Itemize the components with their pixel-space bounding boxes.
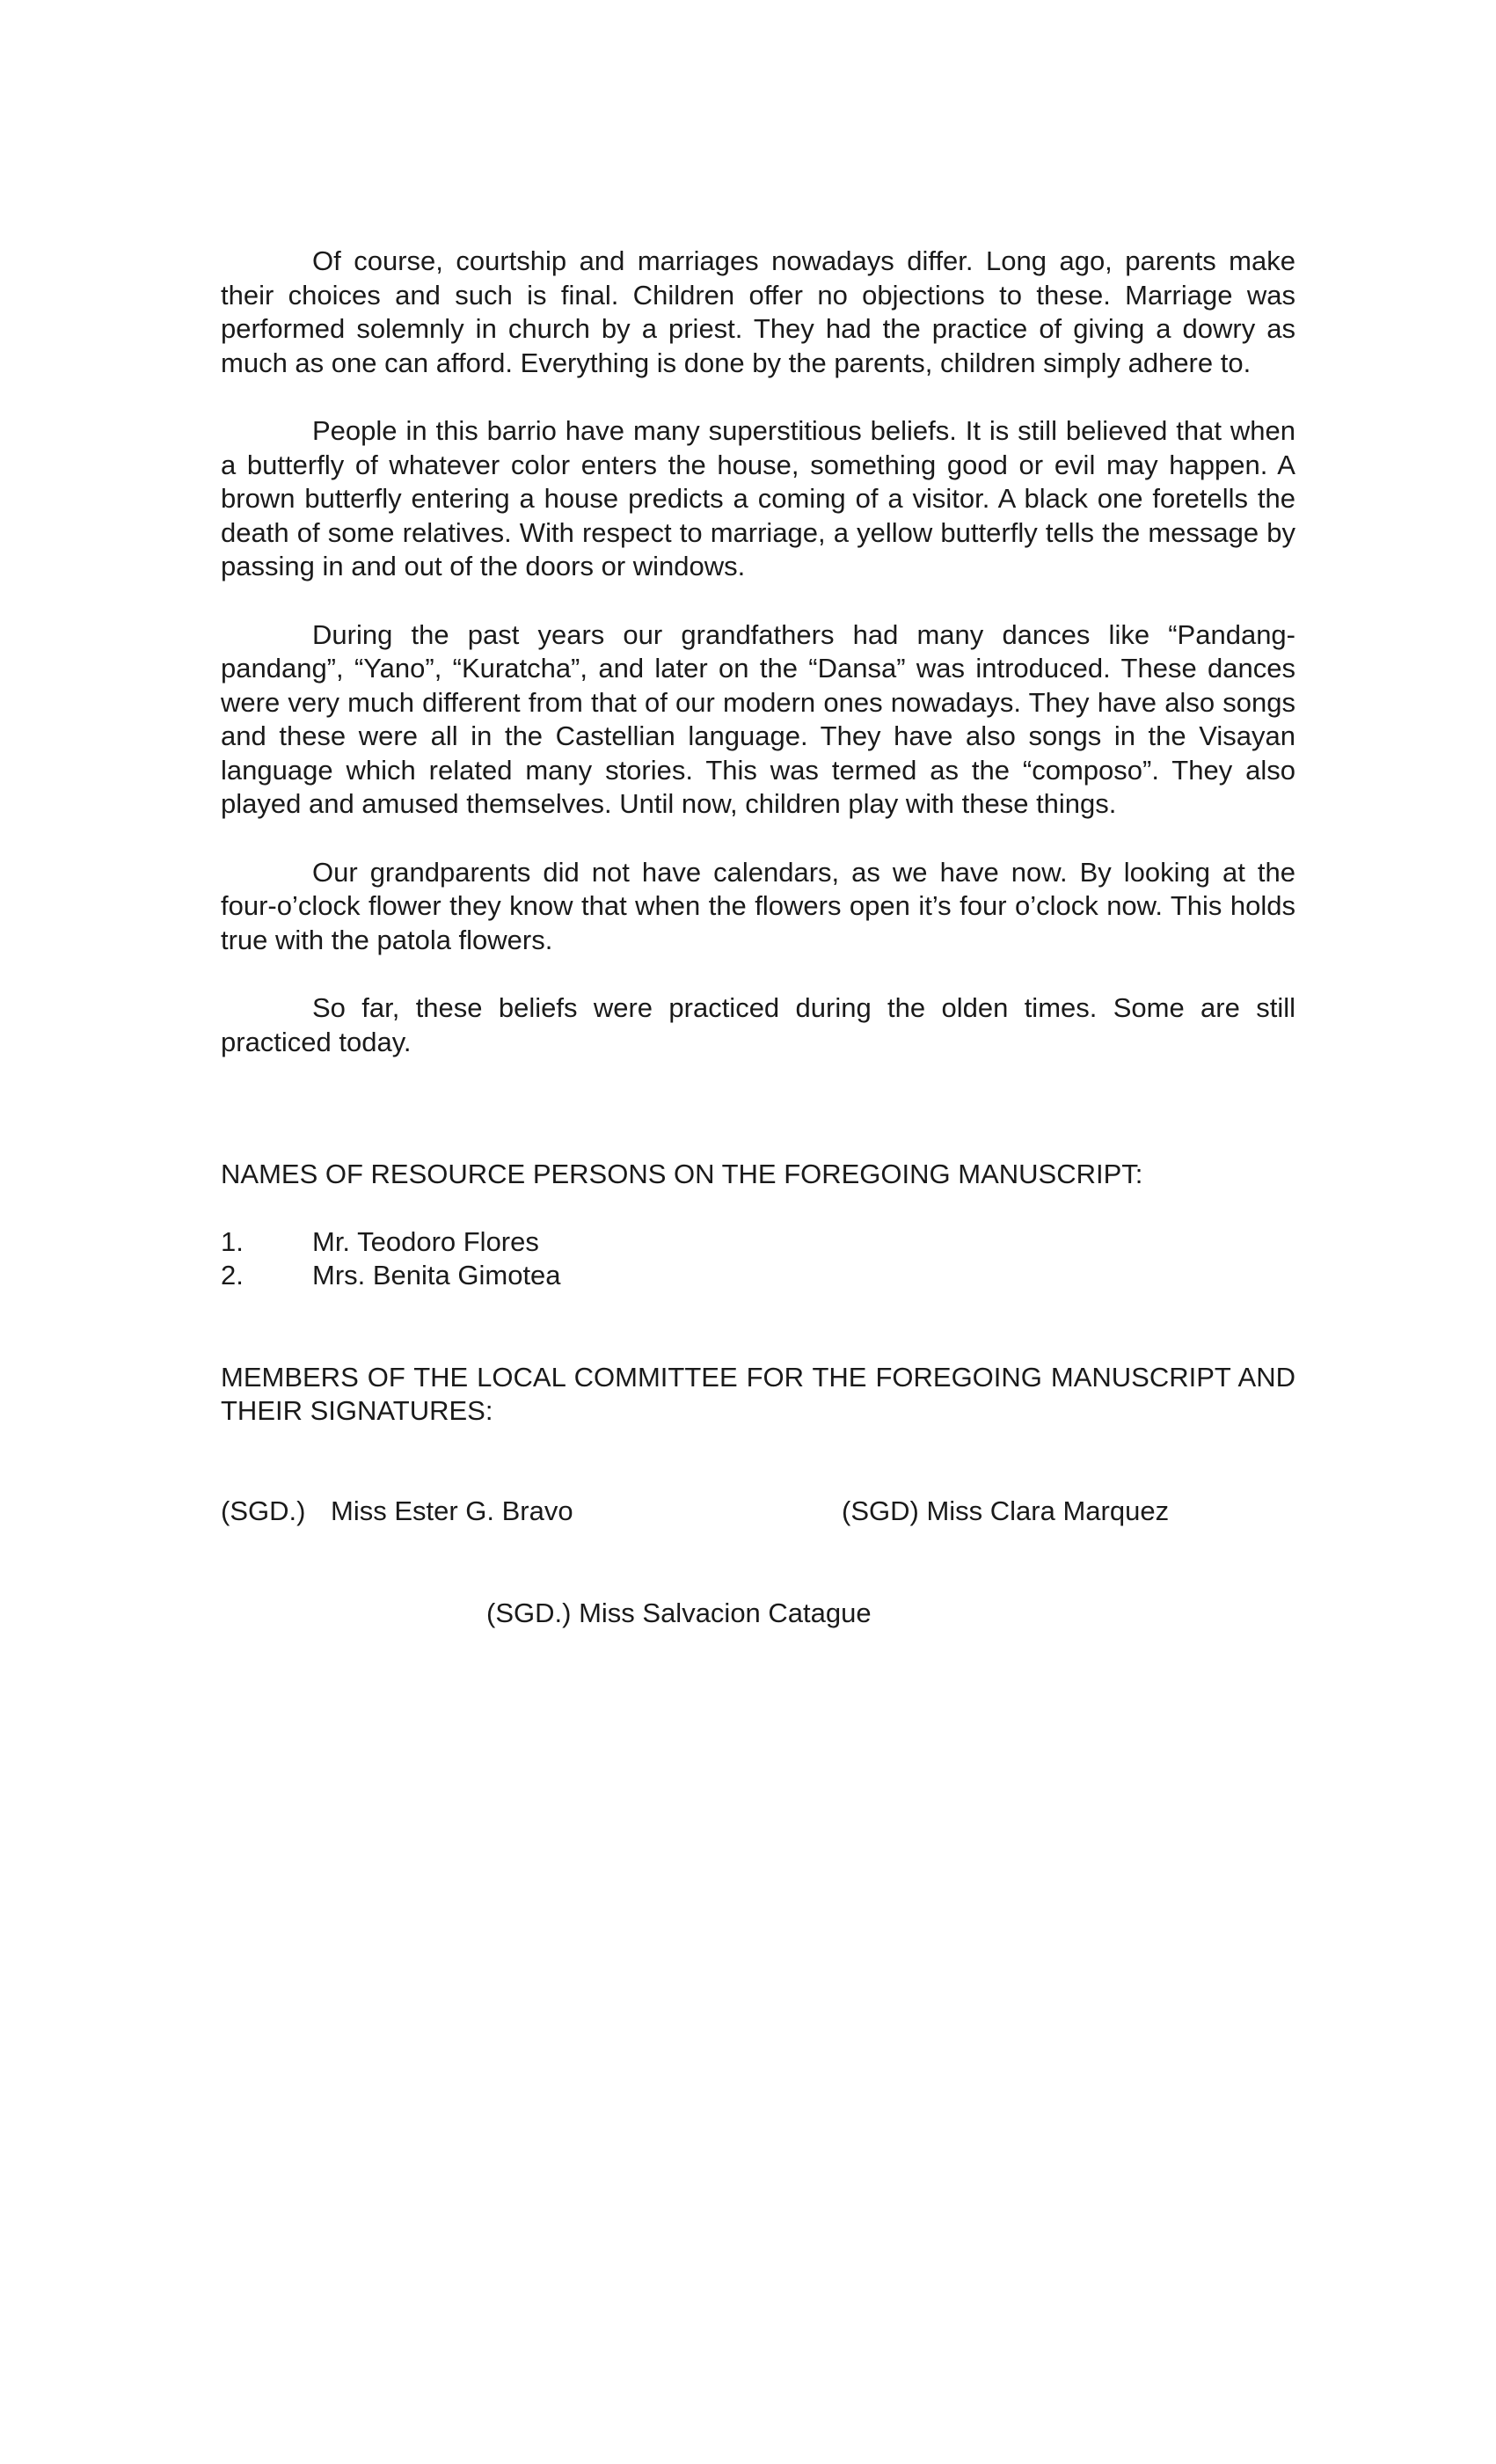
- paragraph-superstitions: People in this barrio have many superstitious beliefs. It is still believed that when a butterfly of whatever color enters the house, something good or evil may happen. A brown butterfly entering a house predicts a coming of a visitor. A black one foretells the death of some relatives. With respect to marriage, a yellow butterfly tells the message by passing in and out of the doors or windows.: [221, 415, 1295, 581]
- paragraph-conclusion: So far, these beliefs were practiced during the olden times. Some are still practiced today.: [221, 992, 1295, 1057]
- resource-persons-heading: NAMES OF RESOURCE PERSONS ON THE FOREGOING MANUSCRIPT:: [221, 1159, 1143, 1189]
- spacer: [221, 1293, 1295, 1361]
- signature-row: [221, 1597, 1295, 1632]
- signature-right: [842, 1495, 1169, 1529]
- signature-left: [221, 1495, 573, 1529]
- committee-heading: MEMBERS OF THE LOCAL COMMITTEE FOR THE FOREGOING MANUSCRIPT AND THEIR SIGNATURES:: [221, 1361, 1295, 1426]
- list-item-number: 1.: [221, 1225, 244, 1257]
- paragraph-calendars: Our grandparents did not have calendars, as we have now. By looking at the four-o’clock flower they know that when the flowers open it’s four o’clock now. This holds true with the patola flowers.: [221, 856, 1295, 955]
- paragraph-dances: During the past years our grandfathers had many dances like “Pandang-pandang”, “Yano”, “Kuratcha”, and later on the “Dansa” was introduced. These dances were very much different from that of our modern ones nowadays. They have also songs and these were all in the Castellian language. They have also songs in the Visayan language which related many stories. This was termed as the “composo”. They also played and amused themselves. Until now, children play with these things.: [221, 618, 1295, 819]
- signature-prefix: (SGD): [842, 1495, 919, 1526]
- list-item: [221, 1225, 1295, 1260]
- signature-row: [221, 1495, 1295, 1530]
- signature-center: [486, 1597, 872, 1631]
- resource-person-name: Mrs. Benita Gimotea: [312, 1260, 561, 1290]
- signature-name: Miss Ester G. Bravo: [331, 1495, 573, 1526]
- signature-prefix: (SGD.): [221, 1495, 306, 1526]
- paragraph-courtship: Of course, courtship and marriages nowadays differ. Long ago, parents make their choices and such is final. Children offer no objections to these. Marriage was performed solemnly in church by a priest. They had the practice of giving a dowry as much as one can afford. Everything is done by the parents, children simply adhere to.: [221, 245, 1295, 378]
- list-item-number: 2.: [221, 1260, 244, 1290]
- document-body: [221, 245, 1295, 1632]
- spacer: [221, 1059, 1295, 1158]
- resource-persons-list: [221, 1225, 1295, 1293]
- signature-prefix: (SGD.): [486, 1597, 572, 1628]
- list-item: [221, 1259, 1295, 1293]
- signature-name: Miss Salvacion Catague: [579, 1597, 872, 1628]
- resource-person-name: Mr. Teodoro Flores: [312, 1225, 539, 1257]
- signature-name: Miss Clara Marquez: [926, 1495, 1170, 1526]
